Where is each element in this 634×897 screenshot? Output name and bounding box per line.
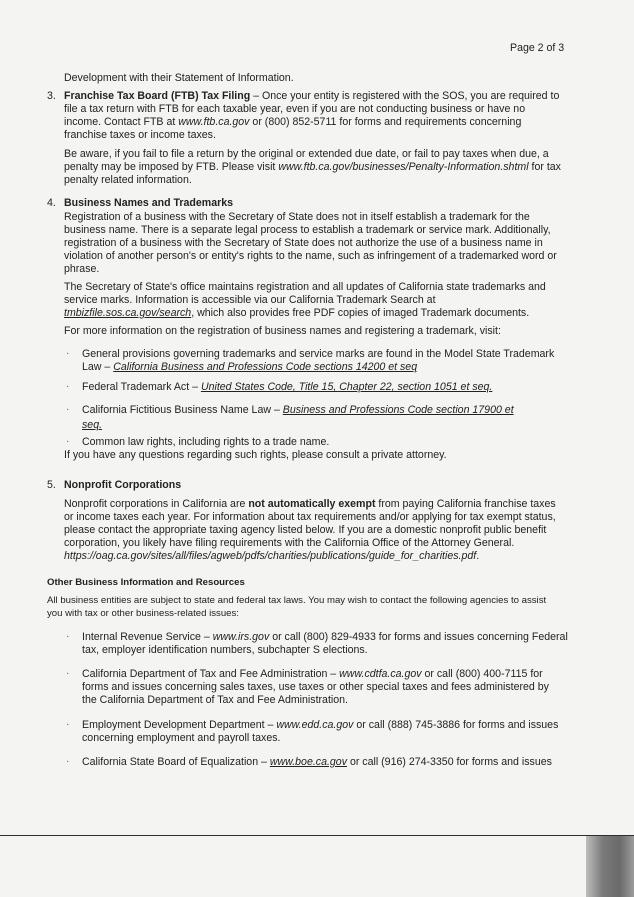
other-info-title: Other Business Information and Resources xyxy=(47,577,245,588)
section-5-line-5: https://oag.ca.gov/sites/all/files/agweb/pdfs/charities/publications/guide_for_charities.pdf. xyxy=(64,550,480,562)
bullet-marker: · xyxy=(66,719,70,730)
irs-link[interactable]: www.irs.gov xyxy=(212,631,270,643)
section-5-line-2: or income taxes each year. For information about tax requirements and/or applying for tax exempt status, xyxy=(64,511,556,523)
section-4-p1-line-2: business name. There is a separate legal process to establish a trademark or service mark. Additionally, xyxy=(64,224,551,236)
fictitious-name-law-link-cont[interactable]: seq. xyxy=(82,419,103,431)
section-4-p3: For more information on the registration of business names and registering a trademark, visit: xyxy=(64,325,501,337)
section-3-p2-line-1: Be aware, if you fail to file a return by the original or extended due date, or fail to pay taxes when due, a xyxy=(64,148,549,160)
ftb-link[interactable]: www.ftb.ca.gov xyxy=(178,116,250,128)
trademark-search-link[interactable]: tmbizfile.sos.ca.gov/search xyxy=(64,307,192,319)
section-5-line-3: please contact the appropriate taxing agency listed below. If you are a domestic nonprofit public benefit xyxy=(64,524,547,536)
bullet-marker: · xyxy=(66,404,70,415)
section-5-number: 5. xyxy=(47,479,56,491)
agency-2-line-2: forms and issues concerning sales taxes, use taxes or other special taxes and fees administered by xyxy=(82,681,549,693)
section-4-p2-line-2: service marks. Information is accessible via our California Trademark Search at xyxy=(64,294,436,306)
federal-trademark-act-link[interactable]: United States Code, Title 15, Chapter 22, section 1051 et seq. xyxy=(200,381,493,393)
bullet-marker: · xyxy=(66,668,70,679)
section-5-line-1: Nonprofit corporations in California are not automatically exempt from paying California franchise taxes xyxy=(64,498,556,510)
other-intro-line-1: All business entities are subject to state and federal tax laws. You may wish to contact the following agencies to assist xyxy=(47,595,547,606)
agency-3-line-1: Employment Development Department – www.edd.ca.gov or call (888) 745-3886 for forms and issues xyxy=(82,719,559,731)
bullet-marker: · xyxy=(66,756,70,767)
footer-divider xyxy=(0,835,634,836)
bullet-1-line-2: Law – California Business and Professions Code sections 14200 et seq xyxy=(82,361,418,373)
fictitious-name-law-link[interactable]: Business and Professions Code section 17900 et xyxy=(282,404,514,416)
section-3-p2-line-3: penalty related information. xyxy=(64,174,192,186)
edd-link[interactable]: www.edd.ca.gov xyxy=(276,719,354,731)
section-4-title: Business Names and Trademarks xyxy=(64,197,233,209)
bullet-2: Federal Trademark Act – United States Code, Title 15, Chapter 22, section 1051 et seq. xyxy=(82,381,493,393)
agency-1-line-2: tax, employer identification numbers, subchapter S elections. xyxy=(82,644,368,656)
bullet-1-line-1: General provisions governing trademarks and service marks are found in the Model State Trademark xyxy=(82,348,555,360)
model-trademark-law-link[interactable]: California Business and Professions Code sections 14200 et seq xyxy=(113,361,418,373)
section-5-title: Nonprofit Corporations xyxy=(64,479,182,491)
bullet-3-line-1: California Fictitious Business Name Law – Business and Professions Code section 17900 et xyxy=(82,404,514,416)
ftb-penalty-link[interactable]: www.ftb.ca.gov/businesses/Penalty-Information.shtml xyxy=(278,161,529,173)
section-3-number: 3. xyxy=(47,90,56,102)
agency-2-line-3: the California Department of Tax and Fee Administration. xyxy=(82,694,348,706)
other-intro-line-2: you with tax or other business-related issues: xyxy=(47,608,239,619)
section-4-closing: If you have any questions regarding such rights, please consult a private attorney. xyxy=(64,449,447,461)
bullet-4: Common law rights, including rights to a trade name. xyxy=(82,436,330,448)
agency-4-line-1: California State Board of Equalization – www.boe.ca.gov or call (916) 274-3350 for forms and issues xyxy=(82,756,552,768)
section-4-p1-line-1: Registration of a business with the Secretary of State does not in itself establish a trademark for the xyxy=(64,211,530,223)
section-3-p2-line-2: penalty may be imposed by FTB. Please visit www.ftb.ca.gov/businesses/Penalty-Information.shtml for tax xyxy=(64,161,561,173)
section-4-number: 4. xyxy=(47,197,56,209)
section-4-p2-line-1: The Secretary of State's office maintains registration and all updates of California state trademarks and xyxy=(64,281,546,293)
section-4-p1-line-4: violation of another person's or entity's rights to the name, such as infringement of a trademarked word or xyxy=(64,250,557,262)
section-5-line-4: corporation, you likely have filing requirements with the California Office of the Attorney General. xyxy=(64,537,515,549)
continued-text: Development with their Statement of Information. xyxy=(64,72,294,84)
section-3-line-2: file a tax return with FTB for each taxable year, even if you are not conducting business or have no xyxy=(64,103,526,115)
bullet-marker: · xyxy=(66,348,70,359)
section-4-p2-line-3: tmbizfile.sos.ca.gov/search, which also provides free PDF copies of imaged Trademark documents. xyxy=(64,307,530,319)
bullet-3-line-2 xyxy=(82,419,102,432)
bullet-marker: · xyxy=(66,381,70,392)
section-3-line-1: Franchise Tax Board (FTB) Tax Filing – Once your entity is registered with the SOS, you are required to xyxy=(64,90,560,102)
cdtfa-link[interactable]: www.cdtfa.ca.gov xyxy=(339,668,422,680)
section-4-p1-line-5: phrase. xyxy=(64,263,100,275)
scan-edge-shadow xyxy=(586,836,634,897)
boe-link[interactable]: www.boe.ca.gov xyxy=(269,756,347,768)
agency-1-line-1: Internal Revenue Service – www.irs.gov or call (800) 829-4933 for forms and issues concerning Federal xyxy=(82,631,568,643)
agency-3-line-2: concerning employment and payroll taxes. xyxy=(82,732,281,744)
charities-guide-link[interactable]: https://oag.ca.gov/sites/all/files/agweb/pdfs/charities/publications/guide_for_charities.pdf xyxy=(64,550,477,562)
section-3-line-3: income. Contact FTB at www.ftb.ca.gov or (800) 852-5711 for forms and requirements concerning xyxy=(64,116,522,128)
section-4-p1-line-3: registration of a business with the Secretary of State does not authorize the use of a business name in xyxy=(64,237,543,249)
section-3-title: Franchise Tax Board (FTB) Tax Filing xyxy=(64,90,251,102)
bullet-marker: · xyxy=(66,436,70,447)
page-number: Page 2 of 3 xyxy=(510,42,565,54)
bullet-marker: · xyxy=(66,631,70,642)
agency-2-line-1: California Department of Tax and Fee Administration – www.cdtfa.ca.gov or call (800) 400-7115 for xyxy=(82,668,543,680)
section-3-line-4: franchise taxes or income taxes. xyxy=(64,129,216,141)
